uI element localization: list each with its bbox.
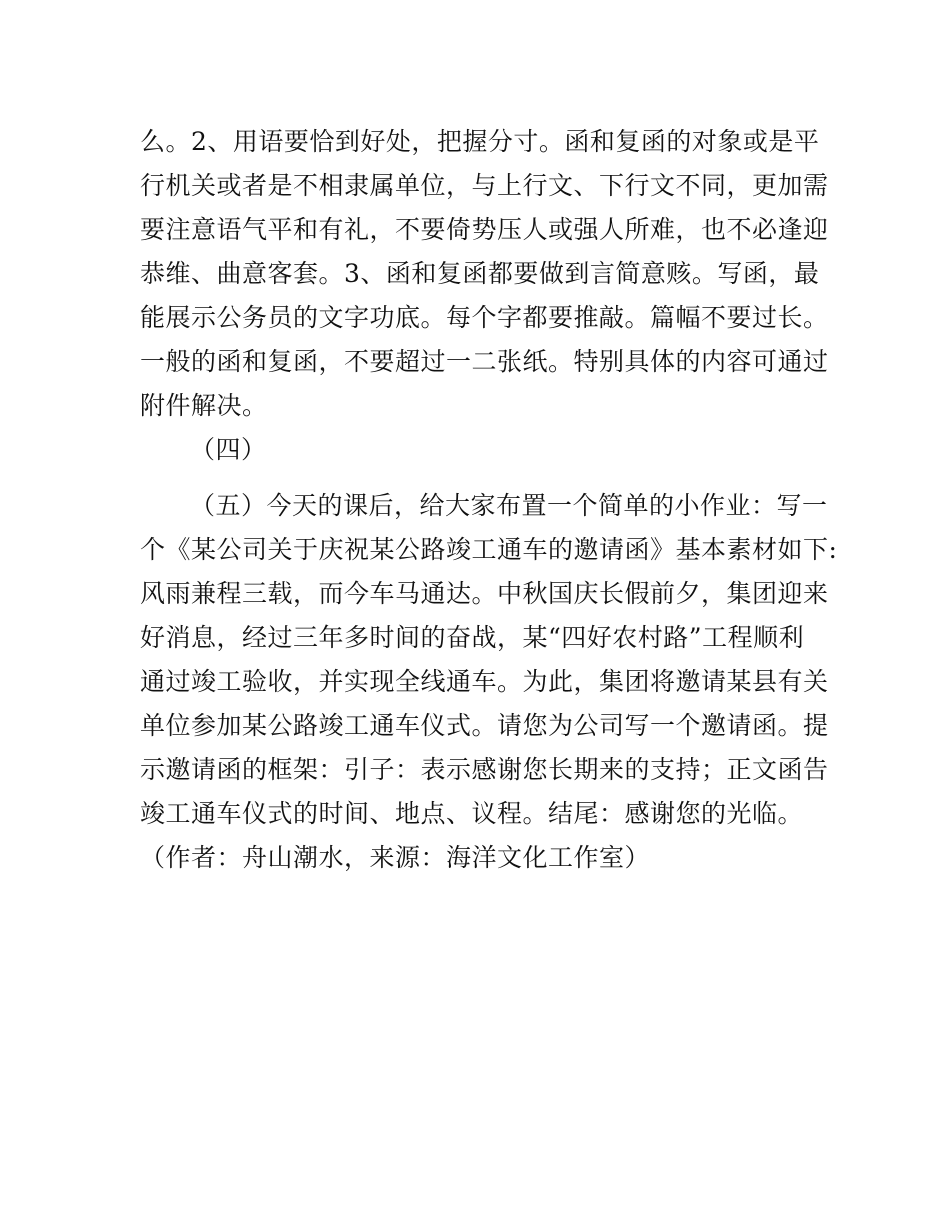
paragraph-5-line-8: 竣工通车仪式的时间、地点、议程。结尾：感谢您的光临。 (140, 799, 804, 828)
paragraph-5-line-1: （五）今天的课后，给大家布置一个简单的小作业：写一 (190, 491, 828, 520)
paragraph-1-line-3: 要注意语气平和有礼，不要倚势压人或强人所难，也不必逢迎 (140, 215, 829, 244)
paragraph-1-line-2: 行机关或者是不相隶属单位，与上行文、下行文不同，更加需 (140, 171, 829, 200)
paragraph-1-line-7: 附件解决。 (140, 391, 268, 420)
paragraph-5-line-2: 个《某公司关于庆祝某公路竣工通车的邀请函》基本素材如下: (140, 535, 838, 564)
paragraph-5-line-6: 单位参加某公路竣工通车仪式。请您为公司写一个邀请函。提 (140, 711, 829, 740)
paragraph-5-line-3: 风雨兼程三载，而今车马通达。中秋国庆长假前夕，集团迎来 (140, 579, 829, 608)
paragraph-5-line-7: 示邀请函的框架：引子：表示感谢您长期来的支持；正文函告 (140, 755, 829, 784)
paragraph-1-line-5: 能展示公务员的文字功底。每个字都要推敲。篇幅不要过长。 (140, 303, 829, 332)
paragraph-1-line-1: 么。2、用语要恰到好处，把握分寸。函和复函的对象或是平 (140, 127, 820, 156)
paragraph-5-line-9-attribution: （作者：舟山潮水，来源：海洋文化工作室） (140, 843, 651, 872)
paragraph-5-line-5: 通过竣工验收，并实现全线通车。为此，集团将邀请某县有关 (140, 667, 829, 696)
paragraph-5-line-4: 好消息，经过三年多时间的奋战，某“四好农村路”工程顺利 (140, 623, 805, 652)
paragraph-1-line-6: 一般的函和复函，不要超过一二张纸。特别具体的内容可通过 (140, 347, 829, 376)
heading-4-text: （四） (190, 435, 267, 464)
paragraph-1-line-4: 恭维、曲意客套。3、函和复函都要做到言简意赅。写函，最 (140, 259, 820, 288)
